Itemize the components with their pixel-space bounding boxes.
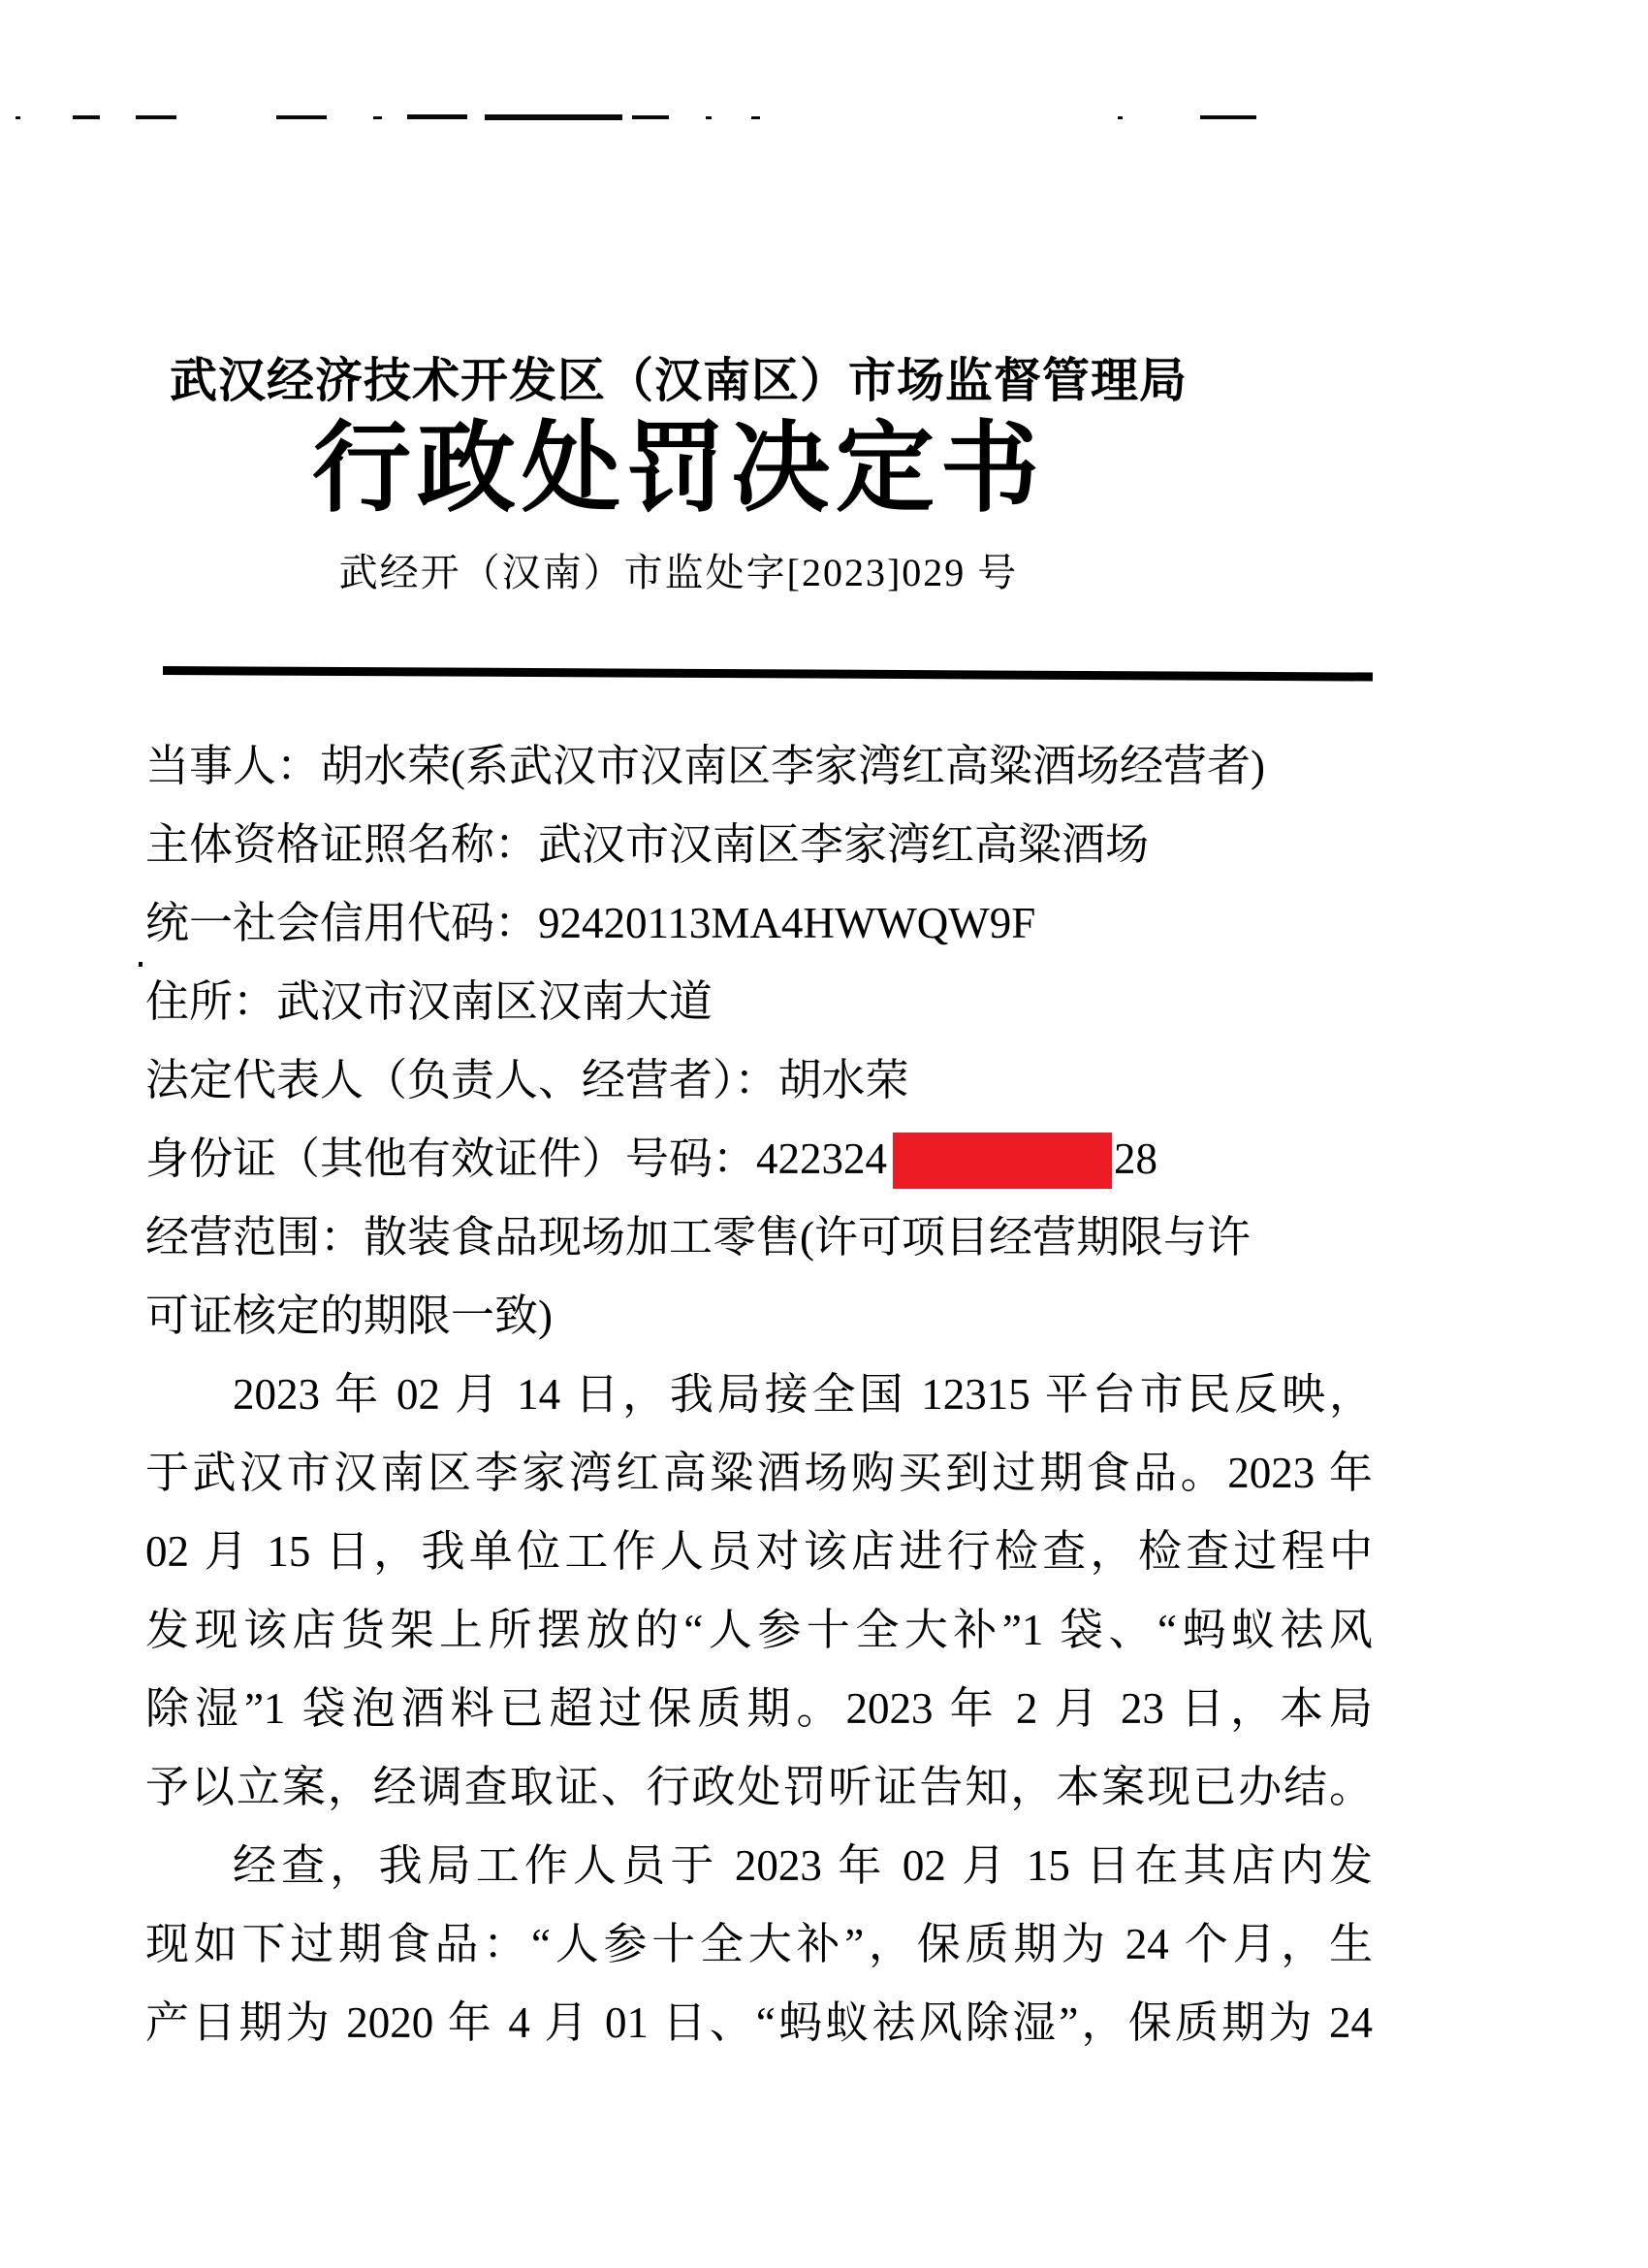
scan-artifact-dash: [632, 115, 669, 119]
document-title: 行政处罚决定书: [312, 415, 1045, 526]
scan-artifact-dash: [373, 116, 382, 119]
issuing-agency-name: 武汉经济技术开发区（汉南区）市场监督管理局: [169, 354, 1188, 407]
body-line-paragraph1: 除湿”1 袋泡酒料已超过保质期。2023 年 2 月 23 日，本局: [145, 1684, 1373, 1733]
id-number-prefix: 身份证（其他有效证件）号码：422324: [145, 1134, 888, 1183]
body-line-legal-representative: 法定代表人（负责人、经营者）：胡水荣: [145, 1056, 909, 1104]
body-line-paragraph1: 2023 年 02 月 14 日，我局接全国 12315 平台市民反映，: [233, 1370, 1373, 1419]
body-line-business-scope: 经营范围：散装食品现场加工零售(许可项目经营期限与许: [145, 1213, 1251, 1262]
scan-artifact-dash: [407, 114, 467, 119]
document-body: [145, 727, 1373, 2062]
body-line-paragraph1: 予以立案，经调查取证、行政处罚听证告知，本案现已办结。: [145, 1763, 1373, 1811]
body-line-business-scope-cont: 可证核定的期限一致): [145, 1292, 553, 1340]
document-header: [145, 351, 1212, 597]
body-line-id-number: [145, 1120, 1373, 1198]
header-divider-rule: [163, 666, 1373, 682]
body-line-license-name: 主体资格证照名称：武汉市汉南区李家湾红高粱酒场: [145, 820, 1150, 869]
body-line-paragraph1: 于武汉市汉南区李家湾红高粱酒场购买到过期食品。2023 年: [145, 1449, 1373, 1497]
body-line-paragraph1: 发现该店货架上所摆放的“人参十全大补”1 袋、“蚂蚁祛风: [145, 1606, 1373, 1654]
scan-artifact-dash: [706, 116, 712, 119]
body-line-paragraph1: 02 月 15 日，我单位工作人员对该店进行检查，检查过程中: [145, 1527, 1373, 1576]
body-line-paragraph2: 产日期为 2020 年 4 月 01 日、“蚂蚁祛风除湿”，保质期为 24: [145, 1998, 1373, 2047]
id-number-redaction-box: [893, 1133, 1112, 1189]
body-line-credit-code: 统一社会信用代码：92420113MA4HWWQW9F: [145, 899, 1036, 947]
scan-artifact-dash: [1200, 115, 1256, 119]
body-line-paragraph2: 经查，我局工作人员于 2023 年 02 月 15 日在其店内发: [233, 1841, 1373, 1890]
id-number-suffix: 28: [1114, 1134, 1158, 1183]
scan-artifact-dash: [136, 115, 176, 119]
scan-artifact-dash: [73, 115, 100, 119]
scan-artifact-dash: [276, 115, 327, 119]
document-number: 武经开（汉南）市监处字[2023]029 号: [338, 551, 1019, 595]
scan-artifact-dash: [751, 116, 760, 119]
scan-artifact-dot: [139, 962, 143, 967]
scan-artifact-dash: [485, 114, 622, 120]
body-line-address: 住所：武汉市汉南区汉南大道: [145, 977, 713, 1026]
body-line-party: 当事人：胡水荣(系武汉市汉南区李家湾红高粱酒场经营者): [145, 742, 1265, 790]
body-line-paragraph2: 现如下过期食品：“人参十全大补”，保质期为 24 个月，生: [145, 1920, 1373, 1968]
scan-artifact-dash: [16, 116, 20, 119]
scan-artifact-dash: [1118, 116, 1123, 119]
